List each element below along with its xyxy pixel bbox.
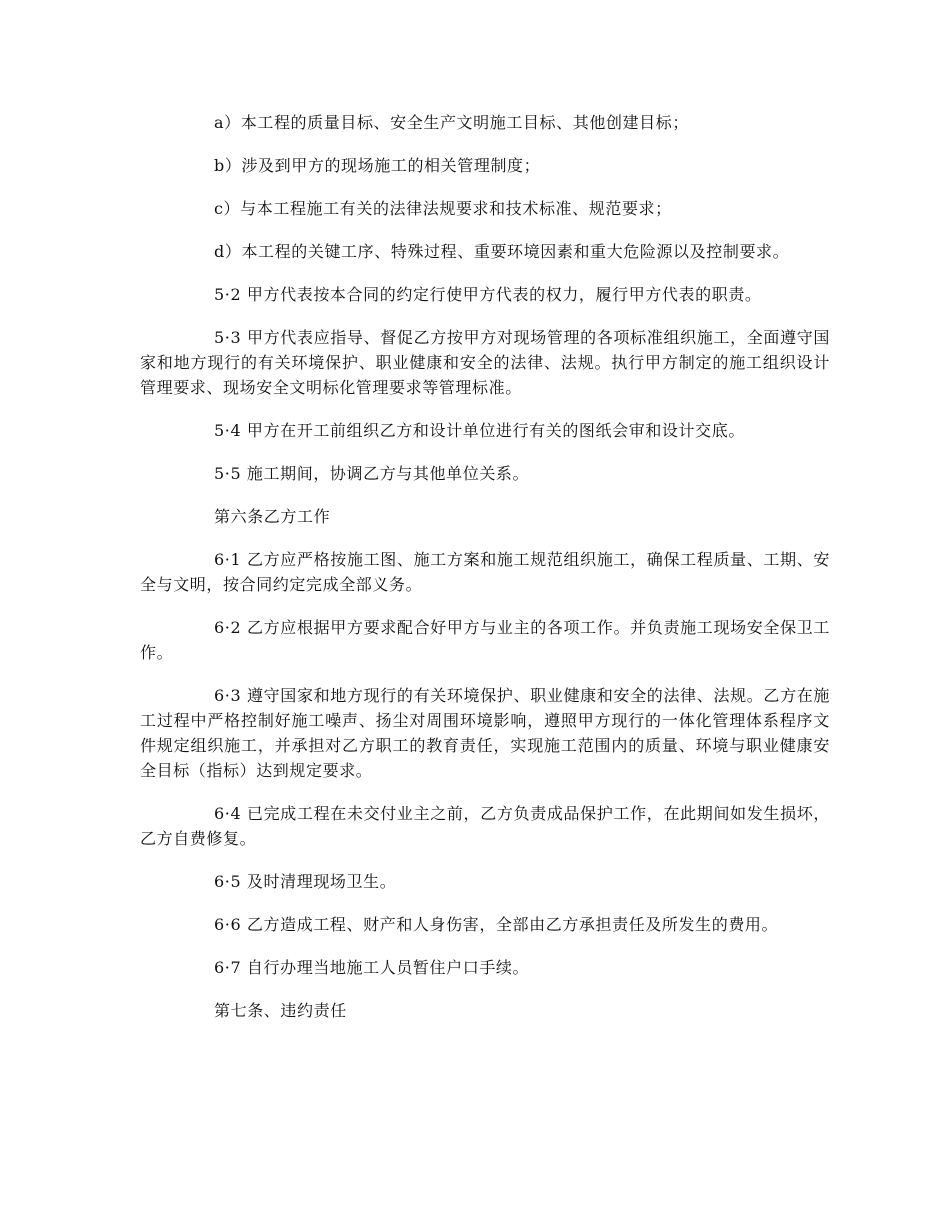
clause-5-2: 5·2 甲方代表按本合同的约定行使甲方代表的权力，履行甲方代表的职责。 xyxy=(214,285,762,304)
clause-6-1: 6·1 乙方应严格按施工图、施工方案和施工规范组织施工，确保工程质量、工期、安全与文明，按合同约定完成全部义务。 xyxy=(140,550,830,594)
article-7-heading: 第七条、违约责任 xyxy=(214,1001,347,1020)
clause-6-4: 6·4 已完成工程在未交付业主之前，乙方负责成品保护工作，在此期间如发生损坏，乙方自费修复。 xyxy=(140,804,830,848)
article-6-heading: 第六条乙方工作 xyxy=(214,507,331,526)
clause-6-2: 6·2 乙方应根据甲方要求配合好甲方与业主的各项工作。并负责施工现场安全保卫工作。 xyxy=(140,618,830,662)
clause-a: a）本工程的质量目标、安全生产文明施工目标、其他创建目标； xyxy=(214,113,689,132)
clause-6-6: 6·6 乙方造成工程、财产和人身伤害，全部由乙方承担责任及所发生的费用。 xyxy=(214,915,779,934)
clause-c: c）与本工程施工有关的法律法规要求和技术标准、规范要求； xyxy=(214,199,672,218)
clause-6-3: 6·3 遵守国家和地方现行的有关环境保护、职业健康和安全的法律、法规。乙方在施工过程中严格控制好施工噪声、扬尘对周围环境影响，遵照甲方现行的一体化管理体系程序文件规定组织施工，并承担对乙方职工的教育责任，实现施工范围内的质量、环境与职业健康安全目标（指标）达到规定要求。 xyxy=(140,686,830,780)
clause-6-7: 6·7 自行办理当地施工人员暂住户口手续。 xyxy=(214,958,530,977)
clause-5-3: 5·3 甲方代表应指导、督促乙方按甲方对现场管理的各项标准组织施工，全面遵守国家和地方现行的有关环境保护、职业健康和安全的法律、法规。执行甲方制定的施工组织设计管理要求、现场安全文明标化管理要求等管理标准。 xyxy=(140,328,830,397)
clause-5-4: 5·4 甲方在开工前组织乙方和设计单位进行有关的图纸会审和设计交底。 xyxy=(214,421,745,440)
clause-6-5: 6·5 及时清理现场卫生。 xyxy=(214,872,397,891)
clause-d: d）本工程的关键工序、特殊过程、重要环境因素和重大危险源以及控制要求。 xyxy=(214,242,790,261)
clause-b: b）涉及到甲方的现场施工的相关管理制度； xyxy=(214,156,541,175)
clause-5-5: 5·5 施工期间，协调乙方与其他单位关系。 xyxy=(214,464,530,483)
document-body xyxy=(140,110,830,1041)
